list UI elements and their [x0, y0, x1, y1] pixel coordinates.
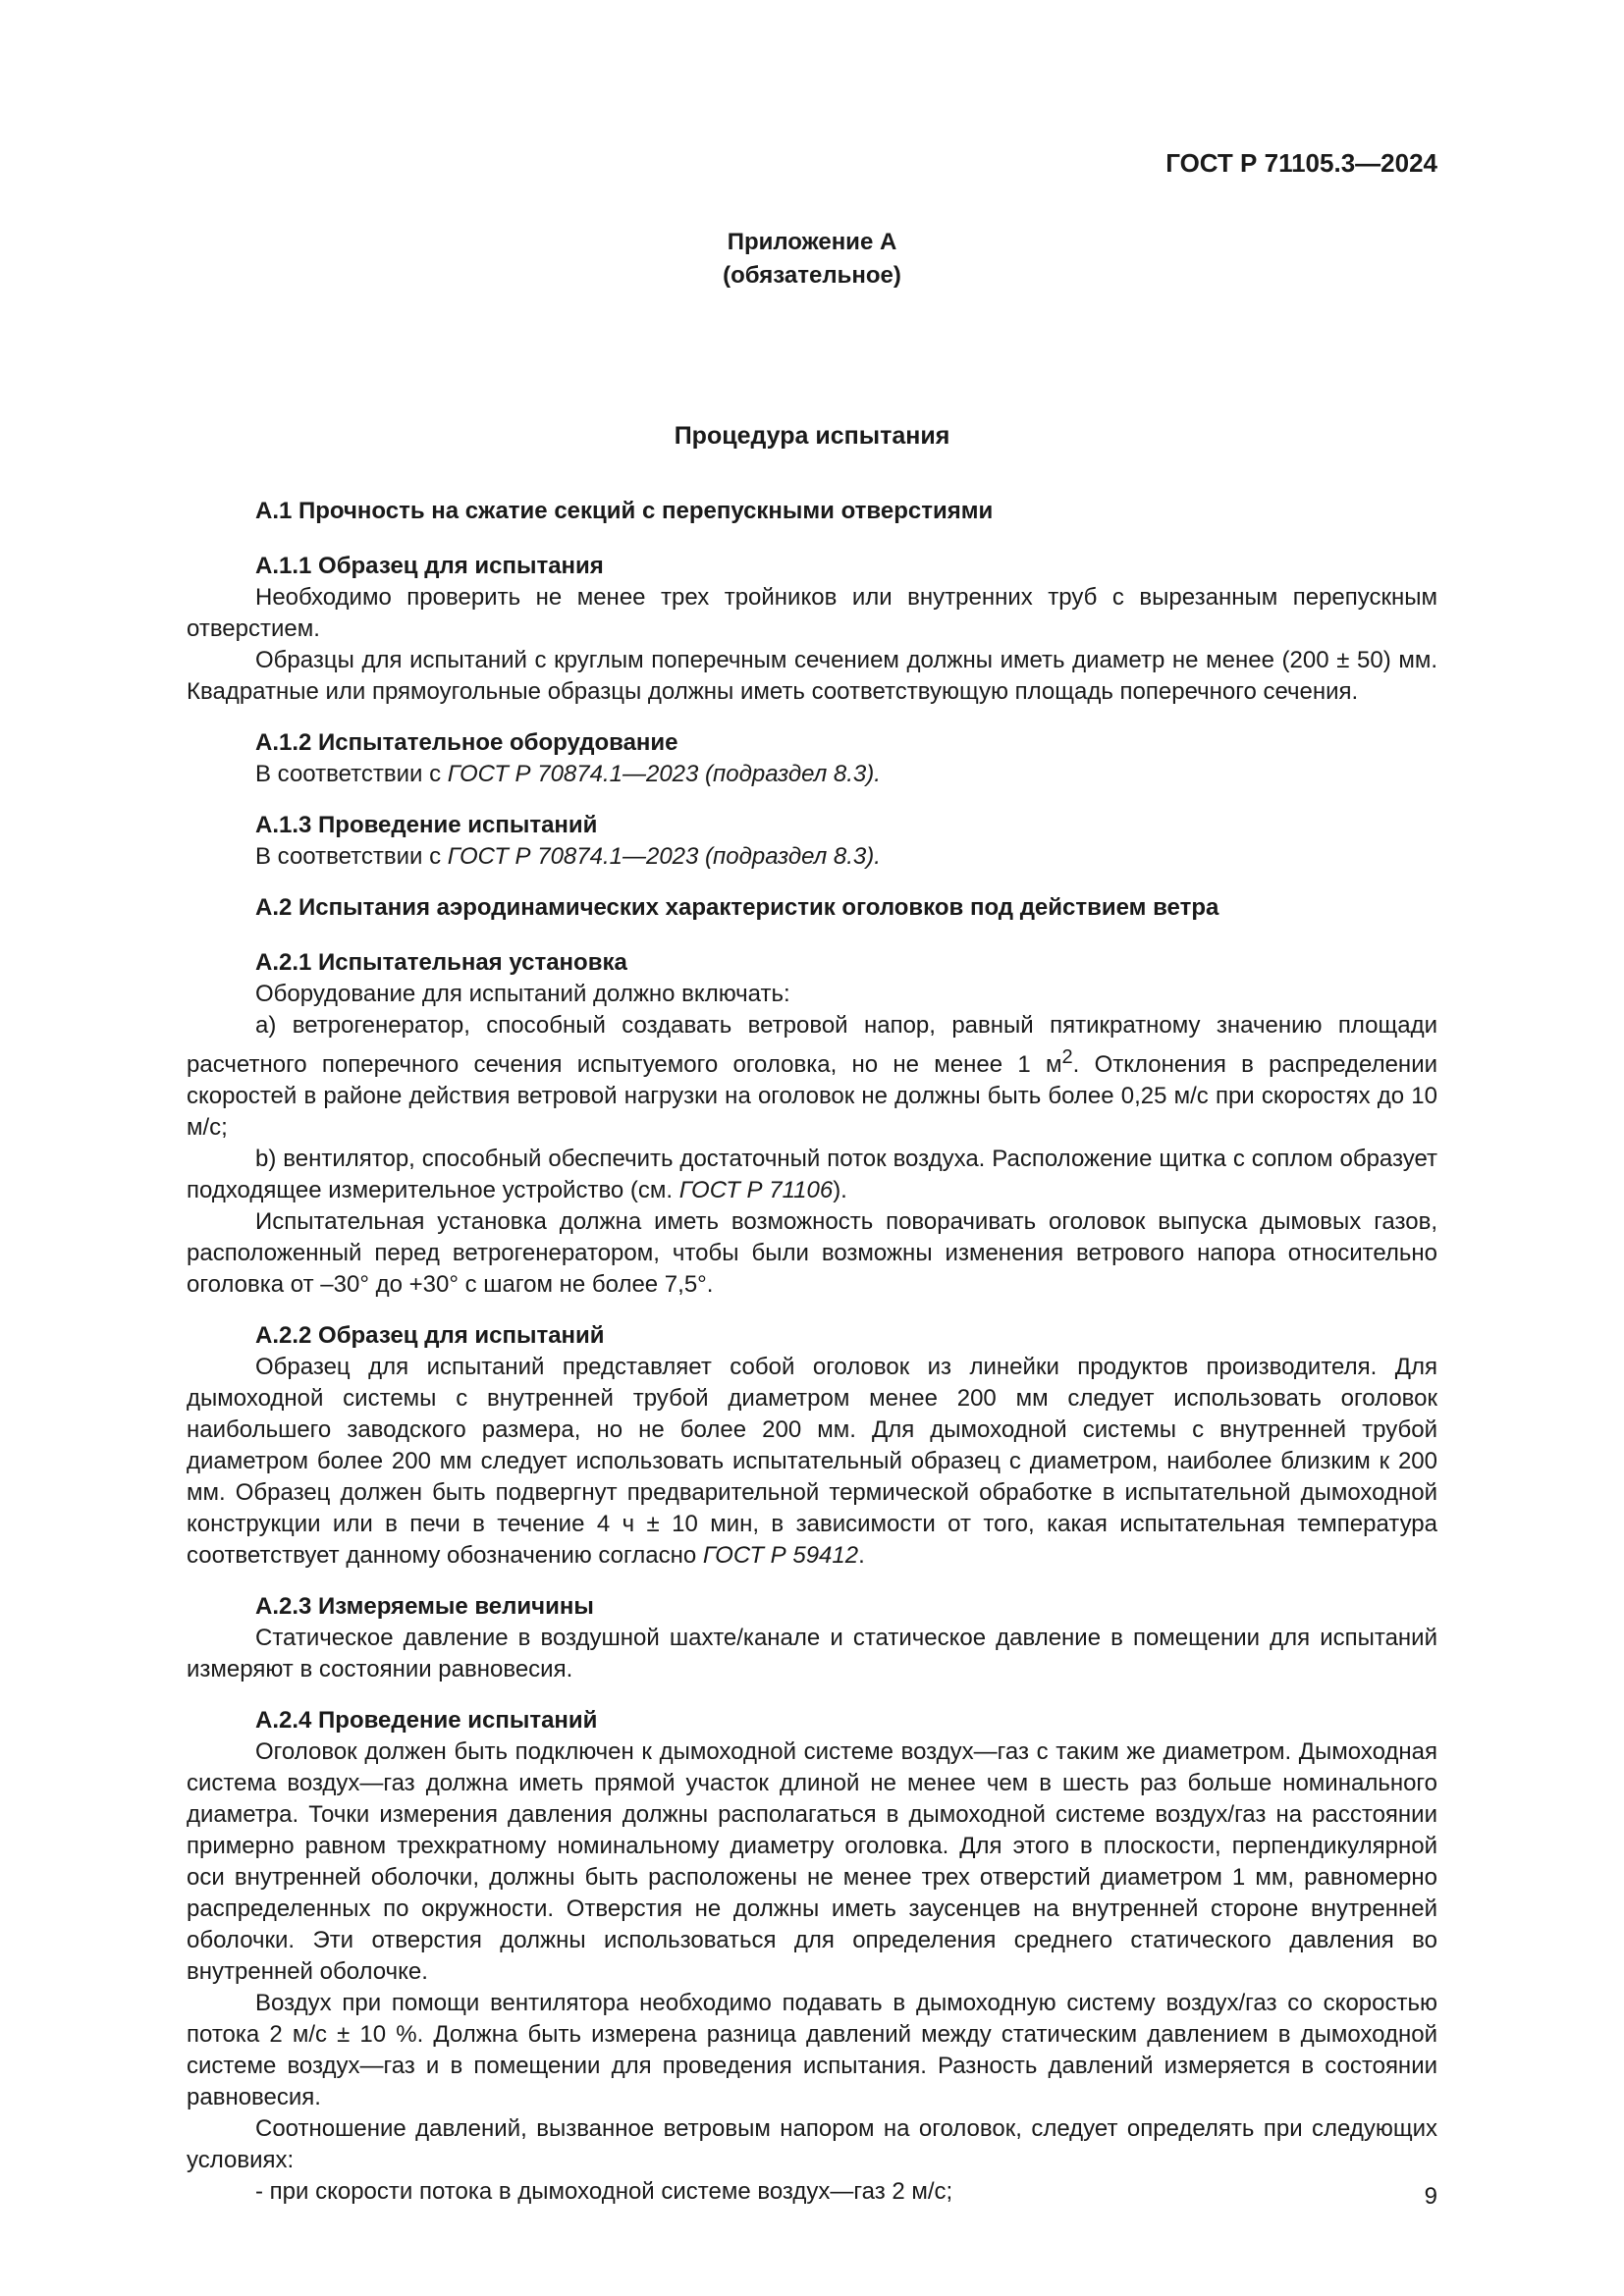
paragraph-text: . Отклонения в распределении скоростей в районе действия ветровой нагрузки на оголовок не должны быть более 0,25 м/с при скоростях до 10 м/с; [187, 1051, 1438, 1141]
section-a21 [187, 947, 1437, 1301]
list-item [187, 1144, 1437, 1206]
section-a23 [187, 1591, 1437, 1685]
standard-reference: ГОСТ Р 71106 [678, 1177, 834, 1203]
paragraph-text: Образец для испытаний представляет собой оголовок из линейки продуктов производителя. Для дымоходной системы с внутренней трубой диаметром менее 200 мм следует использовать оголовок наибольшего заводского размера, но не более 200 мм. Для дымоходной системы с внутренней трубой диаметром более 200 мм следует использовать испытательный образец с диаметром, наиболее близким к 200 мм. Образец должен быть подвергнут предварительной термической обработке в испытательной дымоходной конструкции или в печи в течение 4 ч ± 10 мин, в зависимости от того, какая испытательная температура соответствует данному обозначению согласно [187, 1354, 1437, 1569]
paragraph [187, 979, 1437, 1010]
annex-heading [0, 226, 1624, 293]
paragraph [187, 2113, 1437, 2176]
paragraph-text: b) вентилятор, способный обеспечить достаточный поток воздуха. Расположение щитка с соплом образует подходящее измерительное устройство (см. [187, 1146, 1437, 1203]
section-a23-heading: А.2.3 Измеряемые величины [255, 1593, 594, 1620]
paragraph-text: Оголовок должен быть подключен к дымоходной системе воздух—газ с таким же диаметром. Дымоходная система воздух—газ должна иметь прямой участок длиной не менее чем в шесть раз больше номинального диаметра. Точки измерения давления должны располагаться в дымоходной системе воздух/газ на расстоянии примерно равном трехкратному номинальному диаметру оголовка. Для этого в плоскости, перпендикулярной оси внутренней оболочки, должны быть расположены не менее трех отверстий диаметром 1 мм, равномерно распределенных по окружности. Отверстия не должны иметь заусенцев на внутренней стороне внутренней оболочки. Эти отверстия должны использоваться для определения среднего статического давления во внутренней оболочке. [187, 1738, 1437, 1985]
section-a1-heading: А.1 Прочность на сжатие секций с перепускными отверстиями [255, 498, 994, 524]
paragraph-text: - при скорости потока в дымоходной системе воздух—газ 2 м/с; [255, 2178, 953, 2205]
paragraph-text: Соотношение давлений, вызванное ветровым напором на оголовок, следует определять при следующих условиях: [187, 2115, 1437, 2173]
paragraph [187, 759, 1437, 790]
section-a22 [187, 1320, 1437, 1572]
paragraph [187, 1988, 1437, 2113]
section-a21-heading: А.2.1 Испытательная установка [255, 949, 627, 976]
section-a12-heading: А.1.2 Испытательное оборудование [255, 729, 678, 756]
paragraph-text: . [858, 1542, 865, 1569]
paragraph-text: Статическое давление в воздушной шахте/канале и статическое давление в помещении для испытаний измеряют в состоянии равновесия. [187, 1625, 1437, 1682]
section-a24 [187, 1705, 1437, 2208]
standard-reference: ГОСТ Р 70874.1—2023 (подраздел 8.3). [447, 843, 881, 870]
paragraph-text: Воздух при помощи вентилятора необходимо подавать в дымоходную систему воздух/газ со скоростью потока 2 м/с ± 10 %. Должна быть измерена разница давлений между статическим давлением в дымоходной системе воздух—газ и в помещении для проведения испытания. Разность давлений измеряется в состоянии равновесия. [187, 1990, 1437, 2110]
paragraph [187, 841, 1437, 873]
section-a22-heading: А.2.2 Образец для испытаний [255, 1322, 605, 1349]
section-a24-heading: А.2.4 Проведение испытаний [255, 1707, 598, 1734]
superscript: 2 [1061, 1046, 1073, 1068]
section-a2-heading: А.2 Испытания аэродинамических характеристик оголовков под действием ветра [255, 894, 1219, 921]
standard-reference: ГОСТ Р 59412 [702, 1542, 859, 1569]
paragraph-text: Образцы для испытаний с круглым поперечным сечением должны иметь диаметр не менее (200 ± 50) мм. Квадратные или прямоугольные образцы должны иметь соответствующую площадь поперечного сечения. [187, 647, 1437, 705]
section-a12 [187, 727, 1437, 790]
paragraph-text: ). [833, 1177, 847, 1203]
standard-reference: ГОСТ Р 70874.1—2023 (подраздел 8.3). [447, 761, 881, 787]
list-item [187, 1010, 1437, 1144]
paragraph-text: Необходимо проверить не менее трех тройников или внутренних труб с вырезанным перепускным отверстием. [187, 584, 1437, 642]
page-number: 9 [1424, 2183, 1437, 2210]
paragraph-text: а) ветрогенератор, способный создавать ветровой напор, равный пятикратному значению площади расчетного поперечного сечения испытуемого оголовка, но не менее 1 м [187, 1012, 1437, 1078]
section-a13 [187, 810, 1437, 873]
paragraph [187, 1623, 1437, 1685]
paragraph [187, 1352, 1437, 1572]
document-code: ГОСТ Р 71105.3—2024 [1165, 148, 1437, 178]
section-a13-heading: А.1.3 Проведение испытаний [255, 812, 598, 838]
paragraph [187, 582, 1437, 645]
paragraph [187, 1206, 1437, 1301]
annex-status: (обязательное) [723, 262, 901, 289]
paragraph-text: В соответствии с [255, 761, 448, 787]
paragraph-text: Оборудование для испытаний должно включать: [255, 981, 790, 1007]
paragraph [187, 1736, 1437, 1988]
paragraph-text: В соответствии с [255, 843, 448, 870]
list-item [187, 2176, 1437, 2208]
section-a11 [187, 551, 1437, 708]
section-a11-heading: А.1.1 Образец для испытания [255, 553, 604, 579]
procedure-title: Процедура испытания [674, 422, 950, 450]
annex-title: Приложение А [727, 229, 897, 255]
paragraph-text: Испытательная установка должна иметь возможность поворачивать оголовок выпуска дымовых газов, расположенный перед ветрогенератором, чтобы были возможны изменения ветрового напора относительно оголовка от –30° до +30° с шагом не более 7,5°. [187, 1208, 1437, 1298]
document-body [187, 496, 1437, 2227]
paragraph [187, 645, 1437, 708]
